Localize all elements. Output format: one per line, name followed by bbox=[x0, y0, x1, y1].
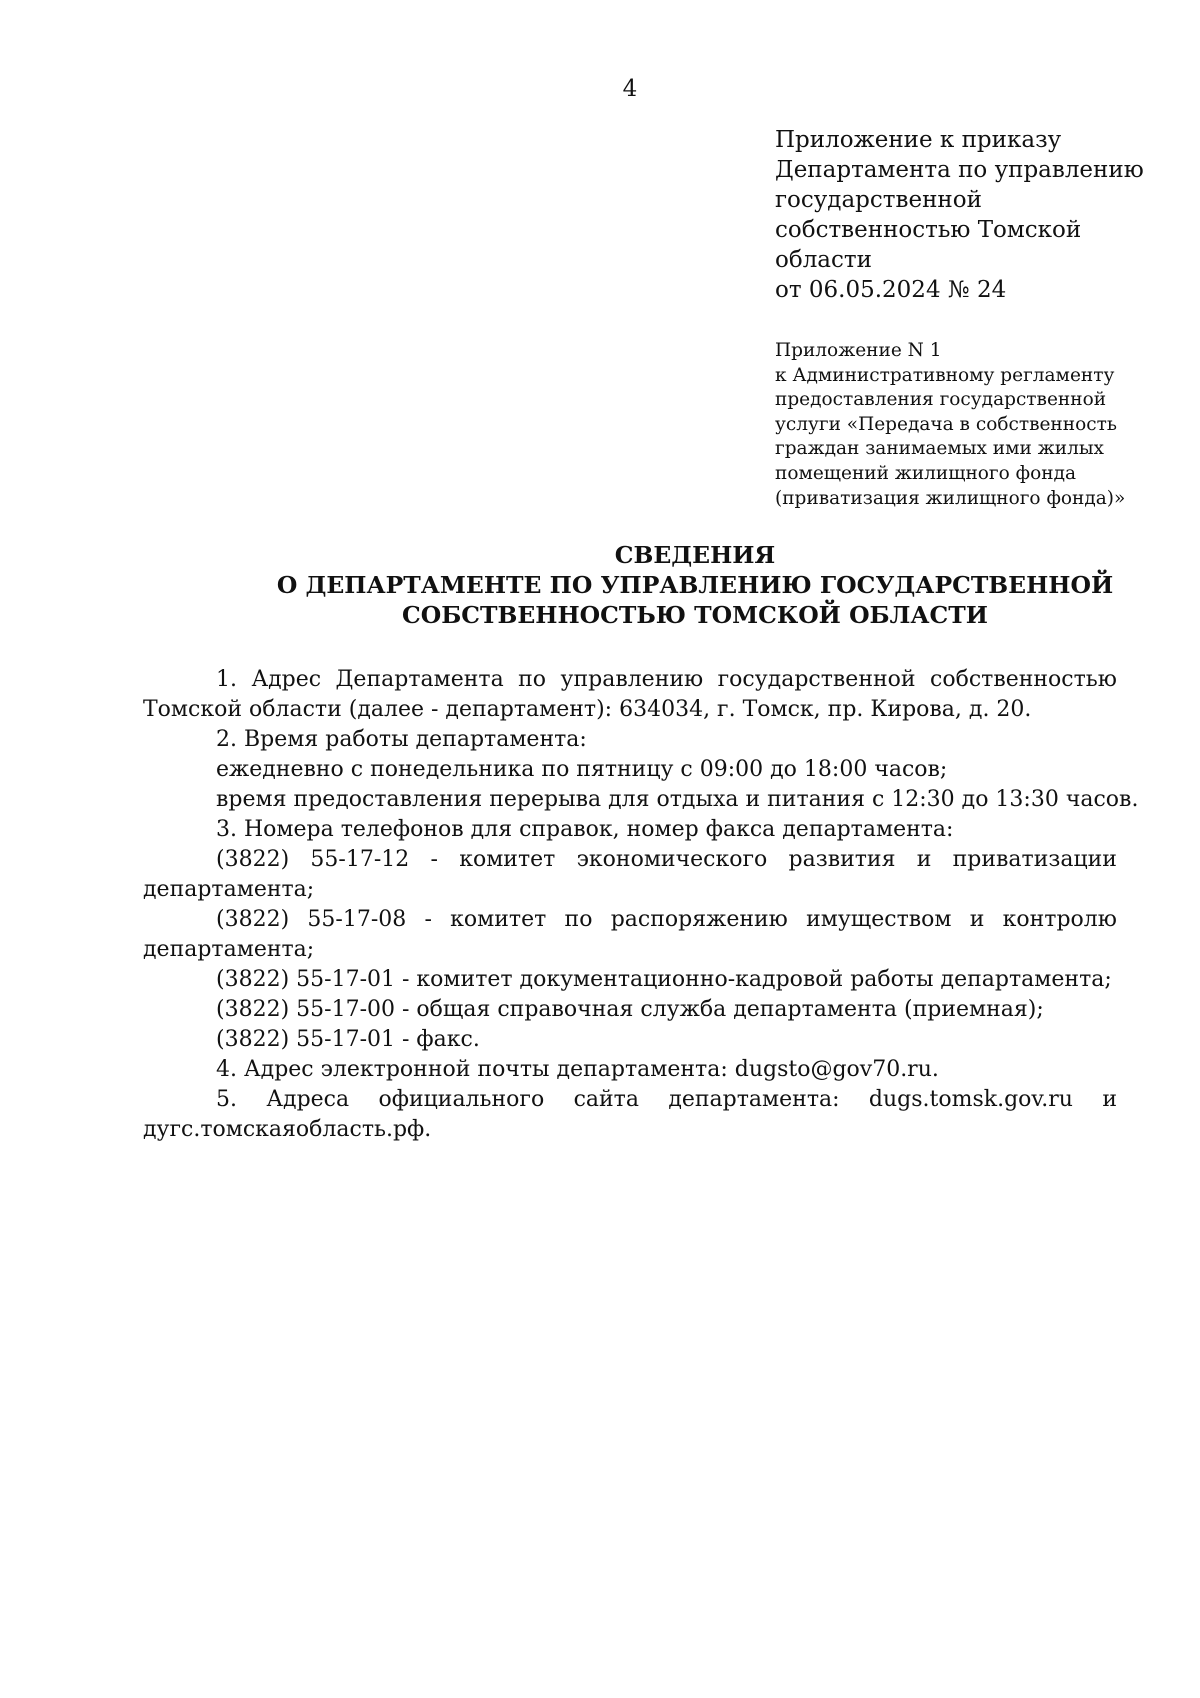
appendix-order-line: собственностью Томской bbox=[775, 217, 1082, 243]
appendix-regulation-line: услуги «Передача в собственность bbox=[775, 413, 1117, 435]
phone-2-line bbox=[143, 905, 1117, 935]
word: - bbox=[430, 847, 438, 872]
word: приватизации bbox=[952, 847, 1117, 872]
word: dugs.tomsk.gov.ru bbox=[868, 1087, 1073, 1112]
word: и bbox=[1102, 1087, 1117, 1112]
item-2-hours: ежедневно с понедельника по пятницу с 09:00 до 18:00 часов; bbox=[216, 757, 948, 782]
word: официального bbox=[378, 1087, 545, 1112]
word: (3822) bbox=[216, 907, 290, 932]
item-2: 2. Время работы департамента: bbox=[216, 727, 587, 752]
word: государственной bbox=[717, 667, 916, 692]
appendix-regulation-line: помещений жилищного фонда bbox=[775, 462, 1077, 484]
word: по bbox=[518, 667, 547, 692]
appendix-regulation-line: граждан занимаемых ими жилых bbox=[775, 438, 1104, 460]
item-1-line-1 bbox=[143, 665, 1117, 695]
item-5-line bbox=[143, 1085, 1117, 1115]
phone-4: (3822) 55-17-00 - общая справочная служба департамента (приемная); bbox=[216, 997, 1044, 1022]
word: Департамента bbox=[335, 667, 504, 692]
word: 5. bbox=[216, 1087, 237, 1112]
heading-line: СВЕДЕНИЯ bbox=[614, 541, 776, 569]
word: комитет bbox=[450, 907, 547, 932]
word: распоряжению bbox=[610, 907, 788, 932]
heading-line: СОБСТВЕННОСТЬЮ ТОМСКОЙ ОБЛАСТИ bbox=[402, 601, 988, 629]
appendix-order-block bbox=[775, 125, 1144, 305]
appendix-order-line: Приложение к приказу bbox=[775, 127, 1062, 153]
word: департамента: bbox=[668, 1087, 840, 1112]
item-4-email: 4. Адрес электронной почты департамента: dugsto@gov70.ru. bbox=[216, 1057, 939, 1082]
word: развития bbox=[788, 847, 896, 872]
item-3: 3. Номера телефонов для справок, номер факса департамента: bbox=[216, 817, 954, 842]
phone-1-tail: департамента; bbox=[143, 877, 315, 902]
fax: (3822) 55-17-01 - факс. bbox=[216, 1027, 480, 1052]
word: собственностью bbox=[930, 667, 1117, 692]
appendix-order-line: от 06.05.2024 № 24 bbox=[775, 277, 1007, 303]
appendix-regulation-block bbox=[775, 339, 1125, 511]
appendix-order-line: государственной bbox=[775, 187, 982, 213]
word: экономического bbox=[576, 847, 768, 872]
heading-line: О ДЕПАРТАМЕНТЕ ПО УПРАВЛЕНИЮ ГОСУДАРСТВЕННОЙ bbox=[276, 571, 1114, 599]
item-1-line-2: Томской области (далее - департамент): 634034, г. Томск, пр. Кирова, д. 20. bbox=[143, 697, 1032, 722]
phone-3: (3822) 55-17-01 - комитет документационно-кадровой работы департамента; bbox=[216, 967, 1112, 992]
word: сайта bbox=[573, 1087, 639, 1112]
word: 1. bbox=[216, 667, 237, 692]
word: управлению bbox=[560, 667, 704, 692]
word: по bbox=[564, 907, 593, 932]
document-heading bbox=[260, 540, 1130, 630]
appendix-regulation-line: (приватизация жилищного фонда)» bbox=[775, 487, 1126, 509]
word: комитет bbox=[459, 847, 556, 872]
appendix-regulation-line: к Административному регламенту bbox=[775, 364, 1115, 386]
appendix-order-line: Департамента по управлению bbox=[775, 157, 1144, 183]
appendix-regulation-line: Приложение N 1 bbox=[775, 340, 942, 361]
word: - bbox=[424, 907, 432, 932]
word: и bbox=[916, 847, 932, 872]
phone-1-line bbox=[143, 845, 1117, 875]
page-number: 4 bbox=[622, 76, 638, 102]
word: Адреса bbox=[266, 1087, 350, 1112]
word: 55-17-08 bbox=[307, 907, 407, 932]
word: и bbox=[969, 907, 985, 932]
phone-2-tail: департамента; bbox=[143, 937, 315, 962]
appendix-order-line: области bbox=[775, 247, 872, 273]
word: имуществом bbox=[806, 907, 952, 932]
appendix-regulation-line: предоставления государственной bbox=[775, 389, 1107, 411]
item-5-tail: дугс.томскаяобласть.рф. bbox=[143, 1117, 432, 1142]
word: контролю bbox=[1002, 907, 1117, 932]
document-body bbox=[143, 665, 1139, 1145]
word: (3822) bbox=[216, 847, 290, 872]
item-2-break: время предоставления перерыва для отдыха и питания с 12:30 до 13:30 часов. bbox=[216, 787, 1139, 812]
word: 55-17-12 bbox=[310, 847, 410, 872]
word: Адрес bbox=[251, 667, 322, 692]
